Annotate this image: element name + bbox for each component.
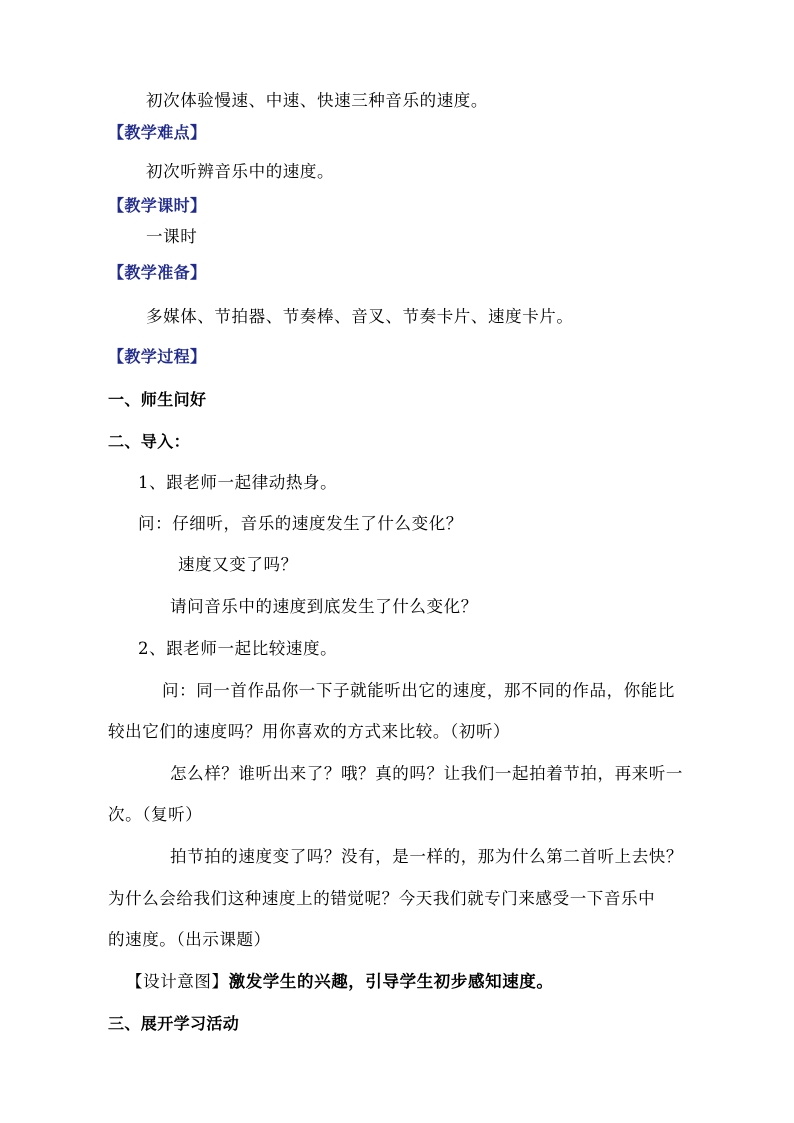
body-text-line: 请问音乐中的速度到底发生了什么变化？ <box>170 597 478 616</box>
body-text-line: 的速度。（出示课题） <box>108 930 271 949</box>
body-text-line: 速度又变了吗？ <box>178 555 298 574</box>
section-heading: 三、展开学习活动 <box>108 1014 240 1033</box>
body-text-line: 怎么样？谁听出来了？哦？真的吗？让我们一起拍着节拍，再来听一 <box>170 764 683 783</box>
heading-teaching-preparation: 【教学准备】 <box>108 263 207 282</box>
section-heading: 一、师生问好 <box>108 390 207 409</box>
body-text-line: 问：仔细听，音乐的速度发生了什么变化？ <box>138 514 463 533</box>
design-intent-label: 【设计意图】 <box>126 972 229 991</box>
body-text-line: 多媒体、节拍器、节奏棒、音叉、节奏卡片、速度卡片。 <box>146 307 574 326</box>
body-text-line: 一课时 <box>146 227 198 246</box>
body-text-line: 次。（复听） <box>108 805 203 824</box>
heading-teaching-period: 【教学课时】 <box>108 196 207 215</box>
body-text-line: 1、跟老师一起律动热身。 <box>138 473 338 492</box>
section-heading: 二、导入： <box>108 432 191 451</box>
heading-teaching-difficulty: 【教学难点】 <box>108 123 207 142</box>
body-text-line: 为什么会给我们这种速度上的错觉呢？今天我们就专门来感受一下音乐中 <box>108 889 656 908</box>
body-text-line: 拍节拍的速度变了吗？没有，是一样的，那为什么第二首听上去快？ <box>170 847 683 866</box>
body-text-line: 初次体验慢速、中速、快速三种音乐的速度。 <box>146 91 488 110</box>
heading-teaching-process: 【教学过程】 <box>108 347 207 366</box>
design-intent-text: 激发学生的兴趣，引导学生初步感知速度。 <box>228 972 554 991</box>
body-text-line: 2、跟老师一起比较速度。 <box>138 639 338 658</box>
body-text-line: 问：同一首作品你一下子就能听出它的速度，那不同的作品，你能比 <box>162 681 675 700</box>
body-text-line: 初次听辨音乐中的速度。 <box>146 162 335 181</box>
design-intent <box>126 971 554 993</box>
body-text-line: 较出它们的速度吗？用你喜欢的方式来比较。（初听） <box>108 722 511 741</box>
